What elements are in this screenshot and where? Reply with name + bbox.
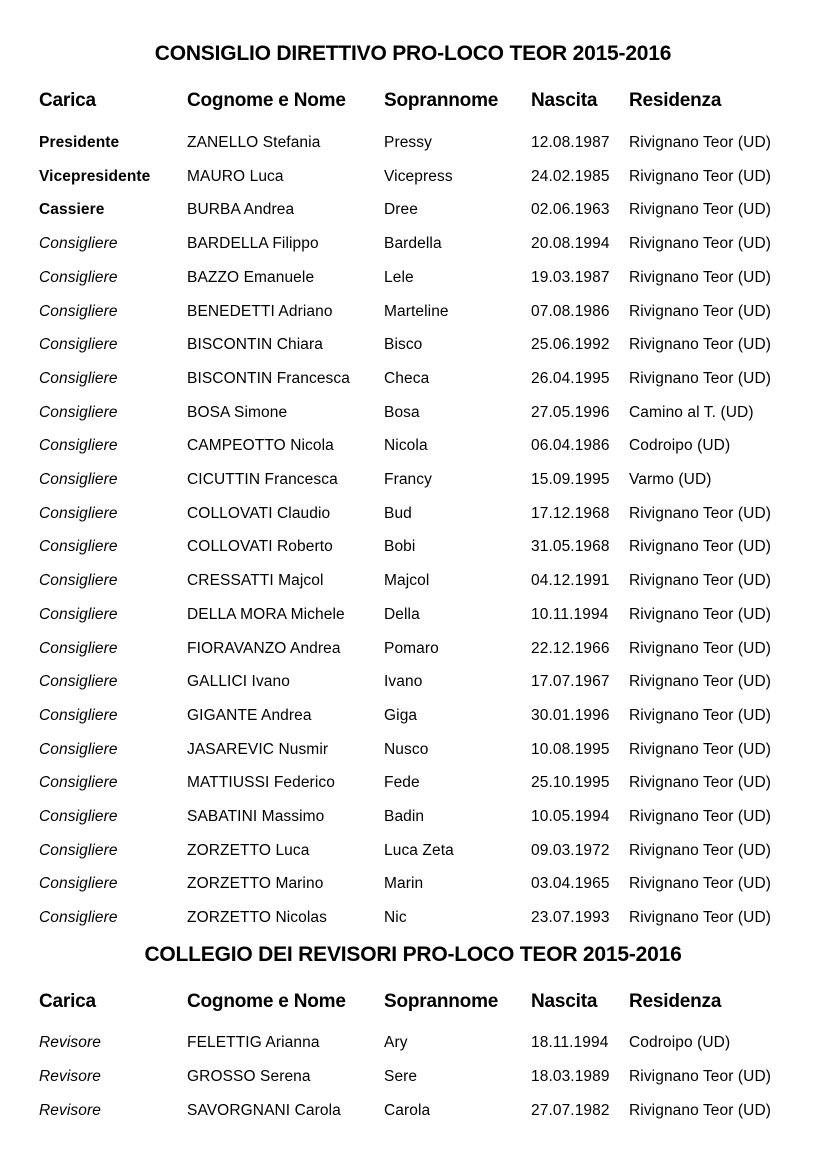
table-row — [0, 471, 826, 501]
table-row — [0, 303, 826, 333]
cell-carica: Consigliere — [39, 875, 118, 893]
cell-carica: Consigliere — [39, 808, 118, 825]
cell-carica: Consigliere — [39, 605, 118, 623]
cell-nascita: 09.03.1972 — [531, 841, 610, 859]
cell-carica: Consigliere — [39, 909, 118, 927]
header-carica: Carica — [39, 991, 96, 1012]
cell-residenza: Rivignano Teor (UD) — [629, 302, 772, 320]
cell-nascita: 22.12.1966 — [531, 639, 610, 657]
cell-nascita: 02.06.1963 — [531, 201, 610, 219]
cell-residenza: Rivignano Teor (UD) — [629, 504, 772, 522]
header-soprannome: Soprannome — [384, 991, 499, 1012]
table-row — [0, 1068, 826, 1098]
cell-soprannome: Francy — [384, 471, 432, 488]
cell-nome: CICUTTIN Francesca — [187, 471, 338, 488]
cell-soprannome: Bardella — [384, 235, 442, 253]
cell-nascita: 23.07.1993 — [531, 909, 610, 927]
consiglio-title: CONSIGLIO DIRETTIVO PRO-LOCO TEOR 2015-2016 — [154, 42, 672, 65]
cell-nascita: 17.07.1967 — [531, 673, 610, 691]
cell-carica: Presidente — [39, 134, 120, 151]
table-row — [0, 505, 826, 535]
header-residenza: Residenza — [629, 991, 722, 1012]
header-nascita: Nascita — [531, 991, 598, 1012]
cell-nome: DELLA MORA Michele — [187, 605, 345, 623]
cell-nascita: 25.10.1995 — [531, 774, 610, 792]
cell-residenza: Codroipo (UD) — [629, 1034, 731, 1051]
header-nascita: Nascita — [531, 90, 598, 111]
cell-soprannome: Bud — [384, 504, 412, 522]
cell-nascita: 10.05.1994 — [531, 808, 610, 825]
cell-nascita: 31.05.1968 — [531, 538, 610, 556]
table-row — [0, 538, 826, 568]
cell-residenza: Rivignano Teor (UD) — [629, 167, 772, 185]
cell-nome: BISCONTIN Francesca — [187, 369, 350, 387]
cell-soprannome: Della — [384, 605, 420, 623]
table-row — [0, 875, 826, 905]
cell-nascita: 26.04.1995 — [531, 369, 610, 387]
cell-nome: BISCONTIN Chiara — [187, 336, 323, 354]
header-nome: Cognome e Nome — [187, 90, 346, 111]
cell-carica: Consigliere — [39, 639, 118, 657]
cell-soprannome: Ivano — [384, 673, 423, 691]
cell-nascita: 04.12.1991 — [531, 572, 610, 590]
cell-soprannome: Sere — [384, 1068, 418, 1085]
cell-soprannome: Ary — [384, 1034, 408, 1051]
cell-carica: Consigliere — [39, 538, 118, 556]
cell-nascita: 15.09.1995 — [531, 471, 610, 488]
cell-nascita: 20.08.1994 — [531, 235, 610, 253]
table-row — [0, 370, 826, 400]
cell-soprannome: Vicepress — [384, 167, 453, 185]
cell-nome: BAZZO Emanuele — [187, 268, 315, 286]
cell-nome: SAVORGNANI Carola — [187, 1102, 341, 1119]
cell-nome: SABATINI Massimo — [187, 808, 325, 825]
cell-nascita: 19.03.1987 — [531, 268, 610, 286]
cell-carica: Revisore — [39, 1068, 101, 1085]
table-row — [0, 201, 826, 231]
cell-residenza: Camino al T. (UD) — [629, 403, 754, 421]
cell-nome: FELETTIG Arianna — [187, 1034, 320, 1051]
cell-carica: Vicepresidente — [39, 167, 151, 185]
cell-nome: BOSA Simone — [187, 403, 288, 421]
cell-carica: Consigliere — [39, 740, 118, 758]
cell-residenza: Rivignano Teor (UD) — [629, 875, 772, 893]
cell-carica: Consigliere — [39, 504, 118, 522]
cell-nome: BENEDETTI Adriano — [187, 302, 333, 320]
table-row — [0, 134, 826, 164]
cell-nome: ZANELLO Stefania — [187, 134, 321, 151]
cell-carica: Consigliere — [39, 706, 118, 724]
cell-nascita: 10.08.1995 — [531, 740, 610, 758]
table-row — [0, 168, 826, 198]
cell-nascita: 18.03.1989 — [531, 1068, 610, 1085]
cell-carica: Consigliere — [39, 302, 118, 320]
cell-residenza: Rivignano Teor (UD) — [629, 134, 772, 151]
cell-nascita: 24.02.1985 — [531, 167, 610, 185]
cell-nome: ZORZETTO Luca — [187, 841, 310, 859]
cell-carica: Revisore — [39, 1102, 101, 1119]
cell-carica: Consigliere — [39, 235, 118, 253]
cell-soprannome: Badin — [384, 808, 425, 825]
table-row — [0, 808, 826, 838]
header-carica: Carica — [39, 90, 96, 111]
cell-residenza: Codroipo (UD) — [629, 437, 731, 455]
table-row — [0, 673, 826, 703]
cell-nome: FIORAVANZO Andrea — [187, 639, 341, 657]
table-row — [0, 640, 826, 670]
cell-residenza: Rivignano Teor (UD) — [629, 808, 772, 825]
cell-nome: COLLOVATI Claudio — [187, 504, 331, 522]
cell-residenza: Rivignano Teor (UD) — [629, 1068, 772, 1085]
table-row — [0, 1034, 826, 1064]
cell-nome: BURBA Andrea — [187, 201, 295, 219]
table-row — [0, 437, 826, 467]
cell-soprannome: Bobi — [384, 538, 416, 556]
cell-soprannome: Majcol — [384, 572, 430, 590]
cell-carica: Consigliere — [39, 336, 118, 354]
cell-nome: ZORZETTO Nicolas — [187, 909, 327, 927]
cell-nome: BARDELLA Filippo — [187, 235, 319, 253]
table-row — [0, 572, 826, 602]
cell-residenza: Rivignano Teor (UD) — [629, 841, 772, 859]
cell-carica: Consigliere — [39, 268, 118, 286]
cell-residenza: Rivignano Teor (UD) — [629, 673, 772, 691]
cell-nome: JASAREVIC Nusmir — [187, 740, 329, 758]
cell-nascita: 06.04.1986 — [531, 437, 610, 455]
cell-carica: Cassiere — [39, 201, 105, 219]
cell-nome: GALLICI Ivano — [187, 673, 290, 691]
cell-carica: Consigliere — [39, 841, 118, 859]
cell-soprannome: Bisco — [384, 336, 423, 354]
cell-nome: ZORZETTO Marino — [187, 875, 324, 893]
cell-soprannome: Nic — [384, 909, 407, 927]
cell-soprannome: Dree — [384, 201, 418, 219]
cell-residenza: Rivignano Teor (UD) — [629, 706, 772, 724]
cell-nome: CAMPEOTTO Nicola — [187, 437, 334, 455]
cell-nome: GROSSO Serena — [187, 1068, 311, 1085]
cell-nascita: 03.04.1965 — [531, 875, 610, 893]
cell-soprannome: Luca Zeta — [384, 841, 454, 859]
table-row — [0, 707, 826, 737]
cell-soprannome: Pressy — [384, 134, 432, 151]
cell-soprannome: Fede — [384, 774, 420, 792]
header-residenza: Residenza — [629, 90, 722, 111]
cell-nascita: 18.11.1994 — [531, 1034, 609, 1051]
table-row — [0, 842, 826, 872]
cell-carica: Consigliere — [39, 369, 118, 387]
cell-nascita: 07.08.1986 — [531, 302, 610, 320]
cell-residenza: Rivignano Teor (UD) — [629, 336, 772, 354]
consiglio-header-row — [0, 90, 826, 120]
header-nome: Cognome e Nome — [187, 991, 346, 1012]
cell-carica: Consigliere — [39, 403, 118, 421]
table-row — [0, 741, 826, 771]
collegio-header-row — [0, 991, 826, 1021]
cell-soprannome: Carola — [384, 1102, 431, 1119]
cell-residenza: Rivignano Teor (UD) — [629, 605, 772, 623]
cell-nascita: 30.01.1996 — [531, 706, 610, 724]
cell-residenza: Rivignano Teor (UD) — [629, 1102, 772, 1119]
table-row — [0, 336, 826, 366]
cell-nome: MATTIUSSI Federico — [187, 774, 335, 792]
cell-nascita: 27.05.1996 — [531, 403, 610, 421]
cell-nascita: 17.12.1968 — [531, 504, 610, 522]
header-soprannome: Soprannome — [384, 90, 499, 111]
cell-soprannome: Nicola — [384, 437, 428, 455]
cell-soprannome: Checa — [384, 369, 430, 387]
cell-soprannome: Marteline — [384, 302, 449, 320]
cell-soprannome: Bosa — [384, 403, 420, 421]
cell-residenza: Rivignano Teor (UD) — [629, 268, 772, 286]
cell-residenza: Rivignano Teor (UD) — [629, 774, 772, 792]
cell-carica: Consigliere — [39, 572, 118, 590]
table-row — [0, 1102, 826, 1132]
table-row — [0, 404, 826, 434]
cell-nascita: 10.11.1994 — [531, 605, 609, 623]
cell-nascita: 12.08.1987 — [531, 134, 610, 151]
cell-soprannome: Nusco — [384, 740, 429, 758]
table-row — [0, 269, 826, 299]
cell-residenza: Rivignano Teor (UD) — [629, 639, 772, 657]
cell-residenza: Rivignano Teor (UD) — [629, 740, 772, 758]
table-row — [0, 235, 826, 265]
cell-nome: GIGANTE Andrea — [187, 706, 312, 724]
cell-carica: Consigliere — [39, 774, 118, 792]
table-row — [0, 774, 826, 804]
cell-soprannome: Lele — [384, 268, 414, 286]
cell-carica: Consigliere — [39, 673, 118, 691]
cell-nome: COLLOVATI Roberto — [187, 538, 333, 556]
cell-carica: Consigliere — [39, 471, 118, 488]
collegio-title: COLLEGIO DEI REVISORI PRO-LOCO TEOR 2015-2016 — [144, 943, 682, 966]
cell-residenza: Rivignano Teor (UD) — [629, 235, 772, 253]
cell-residenza: Rivignano Teor (UD) — [629, 201, 772, 219]
cell-nome: CRESSATTI Majcol — [187, 572, 324, 590]
cell-residenza: Rivignano Teor (UD) — [629, 369, 772, 387]
cell-residenza: Rivignano Teor (UD) — [629, 909, 772, 927]
cell-nascita: 27.07.1982 — [531, 1102, 610, 1119]
cell-residenza: Rivignano Teor (UD) — [629, 572, 772, 590]
cell-nome: MAURO Luca — [187, 167, 284, 185]
cell-nascita: 25.06.1992 — [531, 336, 610, 354]
cell-carica: Revisore — [39, 1034, 101, 1051]
cell-soprannome: Giga — [384, 706, 418, 724]
table-row — [0, 606, 826, 636]
cell-soprannome: Marin — [384, 875, 424, 893]
cell-carica: Consigliere — [39, 437, 118, 455]
cell-residenza: Varmo (UD) — [629, 471, 712, 488]
table-row — [0, 909, 826, 939]
cell-soprannome: Pomaro — [384, 639, 439, 657]
cell-residenza: Rivignano Teor (UD) — [629, 538, 772, 556]
